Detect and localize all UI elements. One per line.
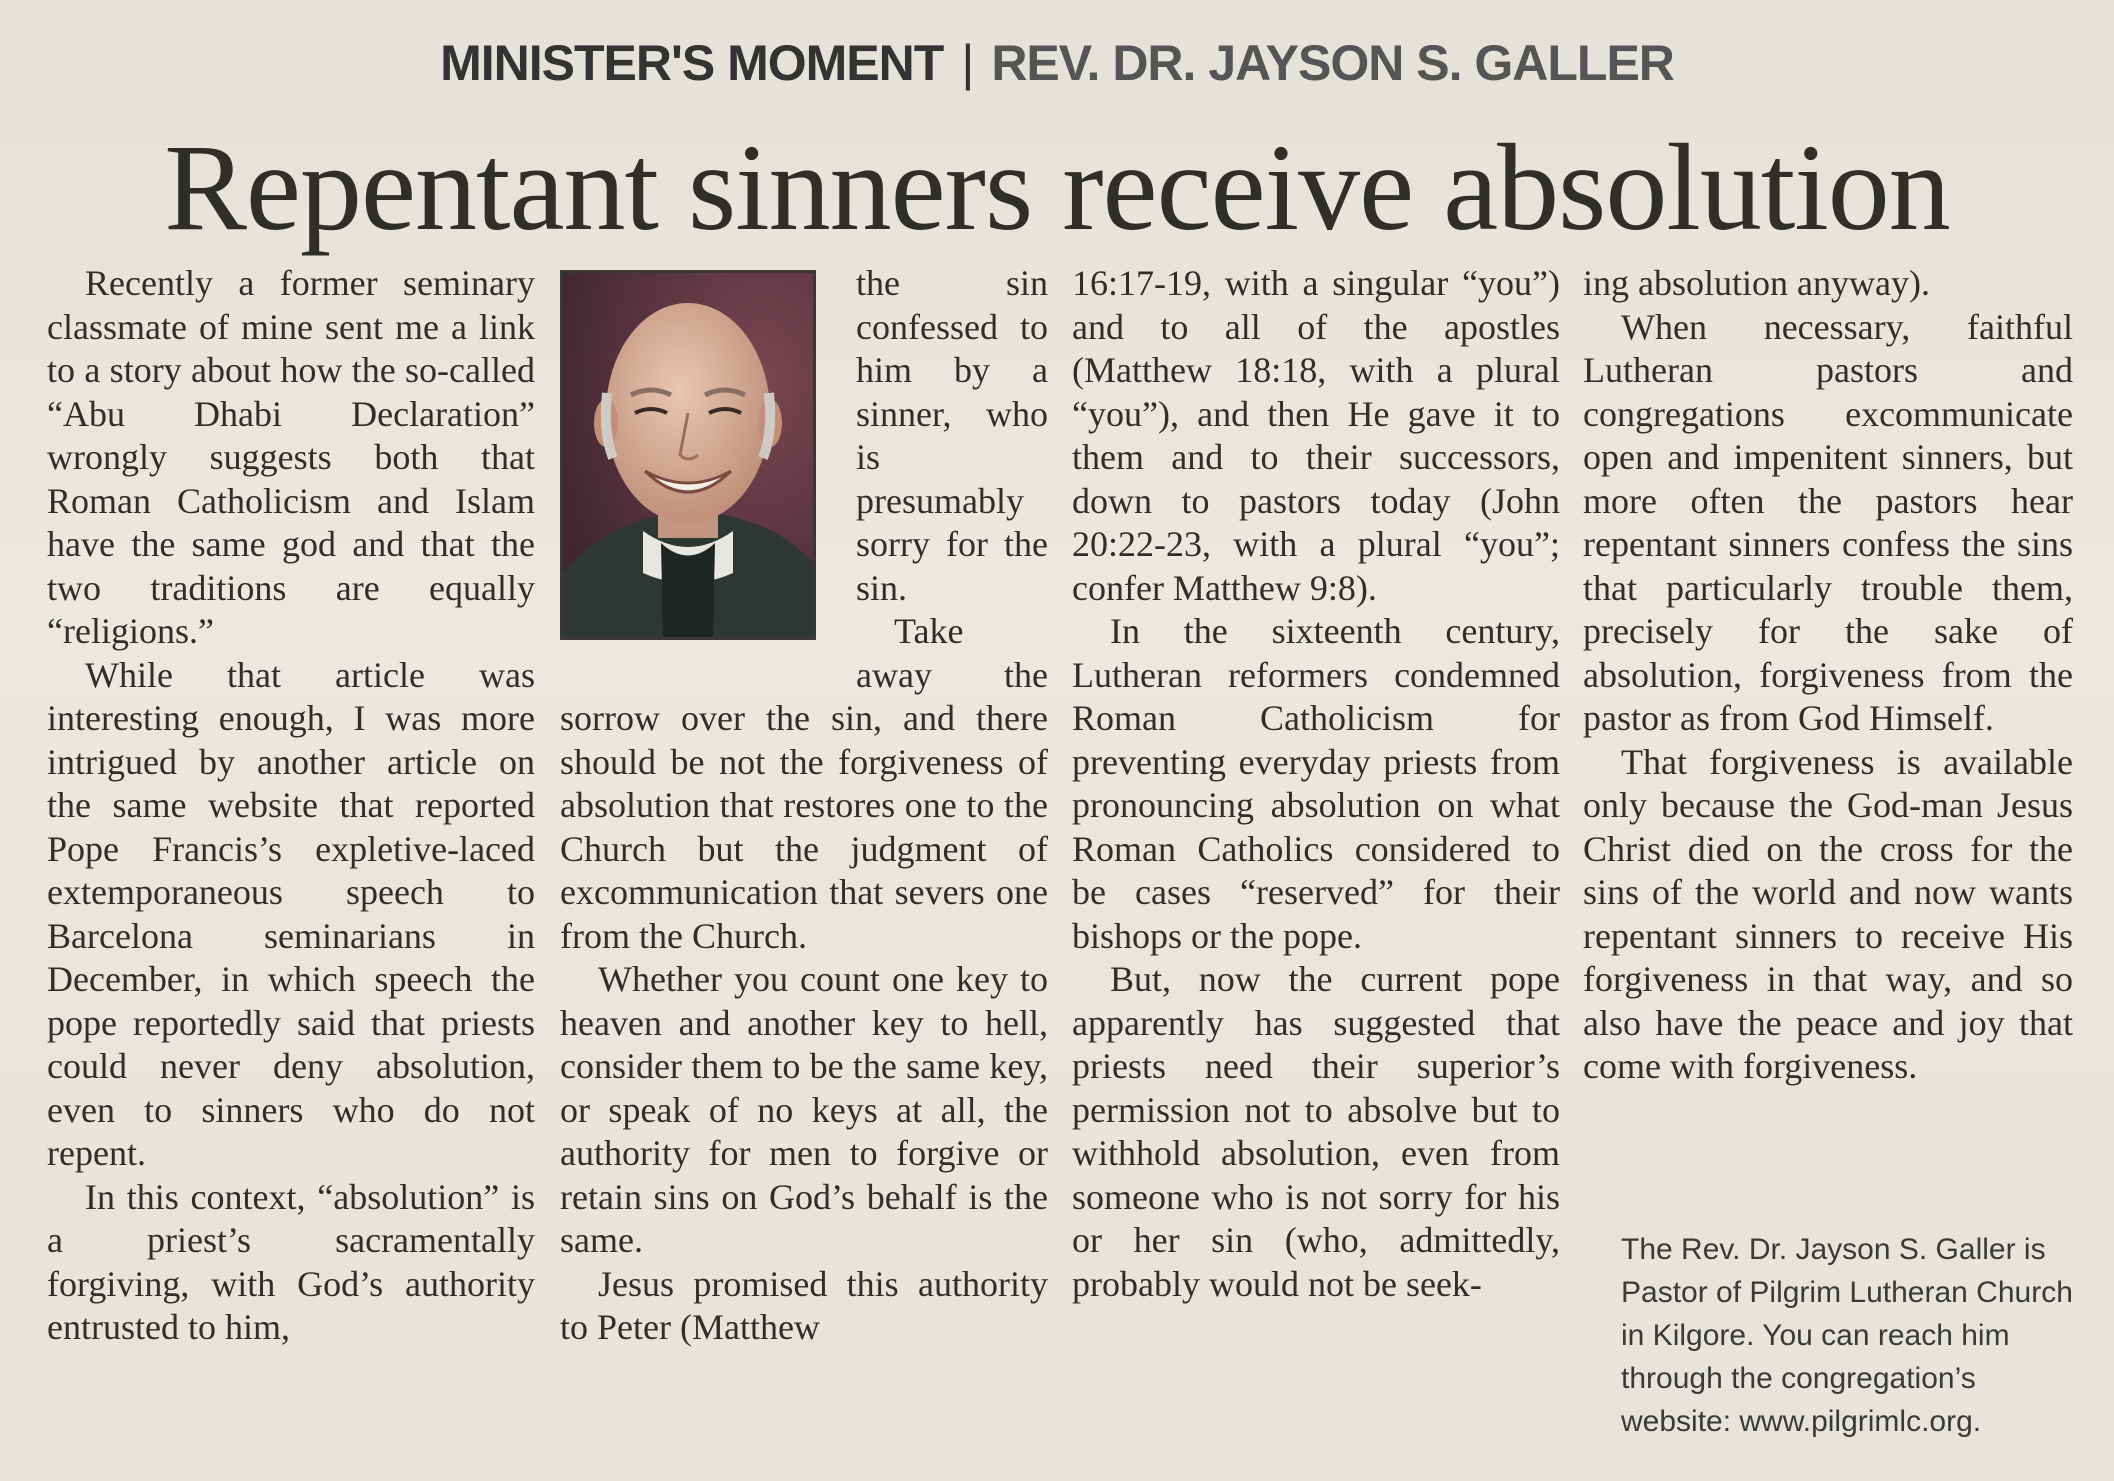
paragraph: Jesus promised this authority to Peter (Matthew: [560, 1263, 1048, 1347]
kicker-separator: |: [961, 35, 974, 91]
article-column-1: [47, 262, 535, 1350]
author-tagline: The Rev. Dr. Jayson S. Galler is Pastor of Pilgrim Lutheran Church in Kilgore. You can reach him through the congregation’s website: www.pilgrimlc.org.: [1621, 1233, 2073, 1438]
section-name: MINISTER'S MOMENT: [440, 35, 944, 91]
paragraph: ing absolution anyway).: [1583, 263, 1930, 303]
paragraph: Recently a former seminary classmate of mine sent me a link to a story about how the so-called “Abu Dhabi Declaration” wrongly suggests both that Roman Catholicism and Islam have the same god and that the two traditions are equally “religions.”: [47, 263, 535, 651]
paragraph: When necessary, faithful Lutheran pastors and congregations excommunicate open and impenitent sinners, but more often the pastors hear repentant sinners confess the sins that particularly trouble them, precisely for the sake of absolution, forgiveness from the pastor as from God Himself.: [1583, 306, 2073, 738]
column-kicker: [0, 34, 2114, 92]
paragraph: In the sixteenth century, Lutheran reformers condemned Roman Catholicism for preventing everyday priests from pronouncing absolution on what Roman Catholics considered to be cases “reserved” for their bishops or the pope.: [1072, 611, 1560, 956]
paragraph-fragment: the sin confessed to him by a sinner, who is presumably sorry for the sin.: [856, 263, 1048, 608]
article-column-4: [1583, 262, 2073, 1089]
paragraph: That forgiveness is available only because the God-man Jesus Christ died on the cross for the sins of the world and now wants repentant sinners to receive His forgiveness in that way, and so also have the peace and joy that come with forgiveness.: [1583, 741, 2073, 1086]
paragraph: 16:17-19, with a singular “you”) and to all of the apostles (Matthew 18:18, with a plural “you”), and then He gave it to them and to their successors, down to pastors today (John 20:22-23, with a plural “you”; confer Matthew 9:8).: [1072, 263, 1560, 608]
headline: Repentant sinners receive absolution: [164, 119, 1950, 256]
paragraph: While that article was interesting enough, I was more intrigued by another article on the same website that reported Pope Francis’s expletive-laced extemporaneous speech to Barcelona seminarians in December, in which speech the pope reportedly said that priests could never deny absolution, even to sinners who do not repent.: [47, 654, 535, 1173]
paragraph: Whether you count one key to heaven and another key to hell, consider them to be the same key, or speak of no keys at all, the authority for men to forgive or retain sins on God’s behalf is the same.: [560, 959, 1048, 1260]
article-column-3: [1072, 262, 1560, 1306]
paragraph: In this context, “absolution” is a priest’s sacramentally forgiving, with God’s authority entrusted to him,: [47, 1176, 535, 1347]
byline-author: REV. DR. JAYSON S. GALLER: [991, 35, 1674, 91]
article-column-2: [560, 262, 1048, 1350]
paragraph: But, now the current pope apparently has suggested that priests need their superior’s permission not to absolve but to withhold absolution, even from someone who is not sorry for his or her sin (who, admittedly, probably would not be seek-: [1072, 959, 1560, 1304]
paragraph-fragment: Take away the: [856, 611, 1048, 695]
paragraph: sorrow over the sin, and there should be not the forgiveness of absolution that restores one to the Church but the judgment of excommunication that severs one from the Church.: [560, 698, 1048, 956]
